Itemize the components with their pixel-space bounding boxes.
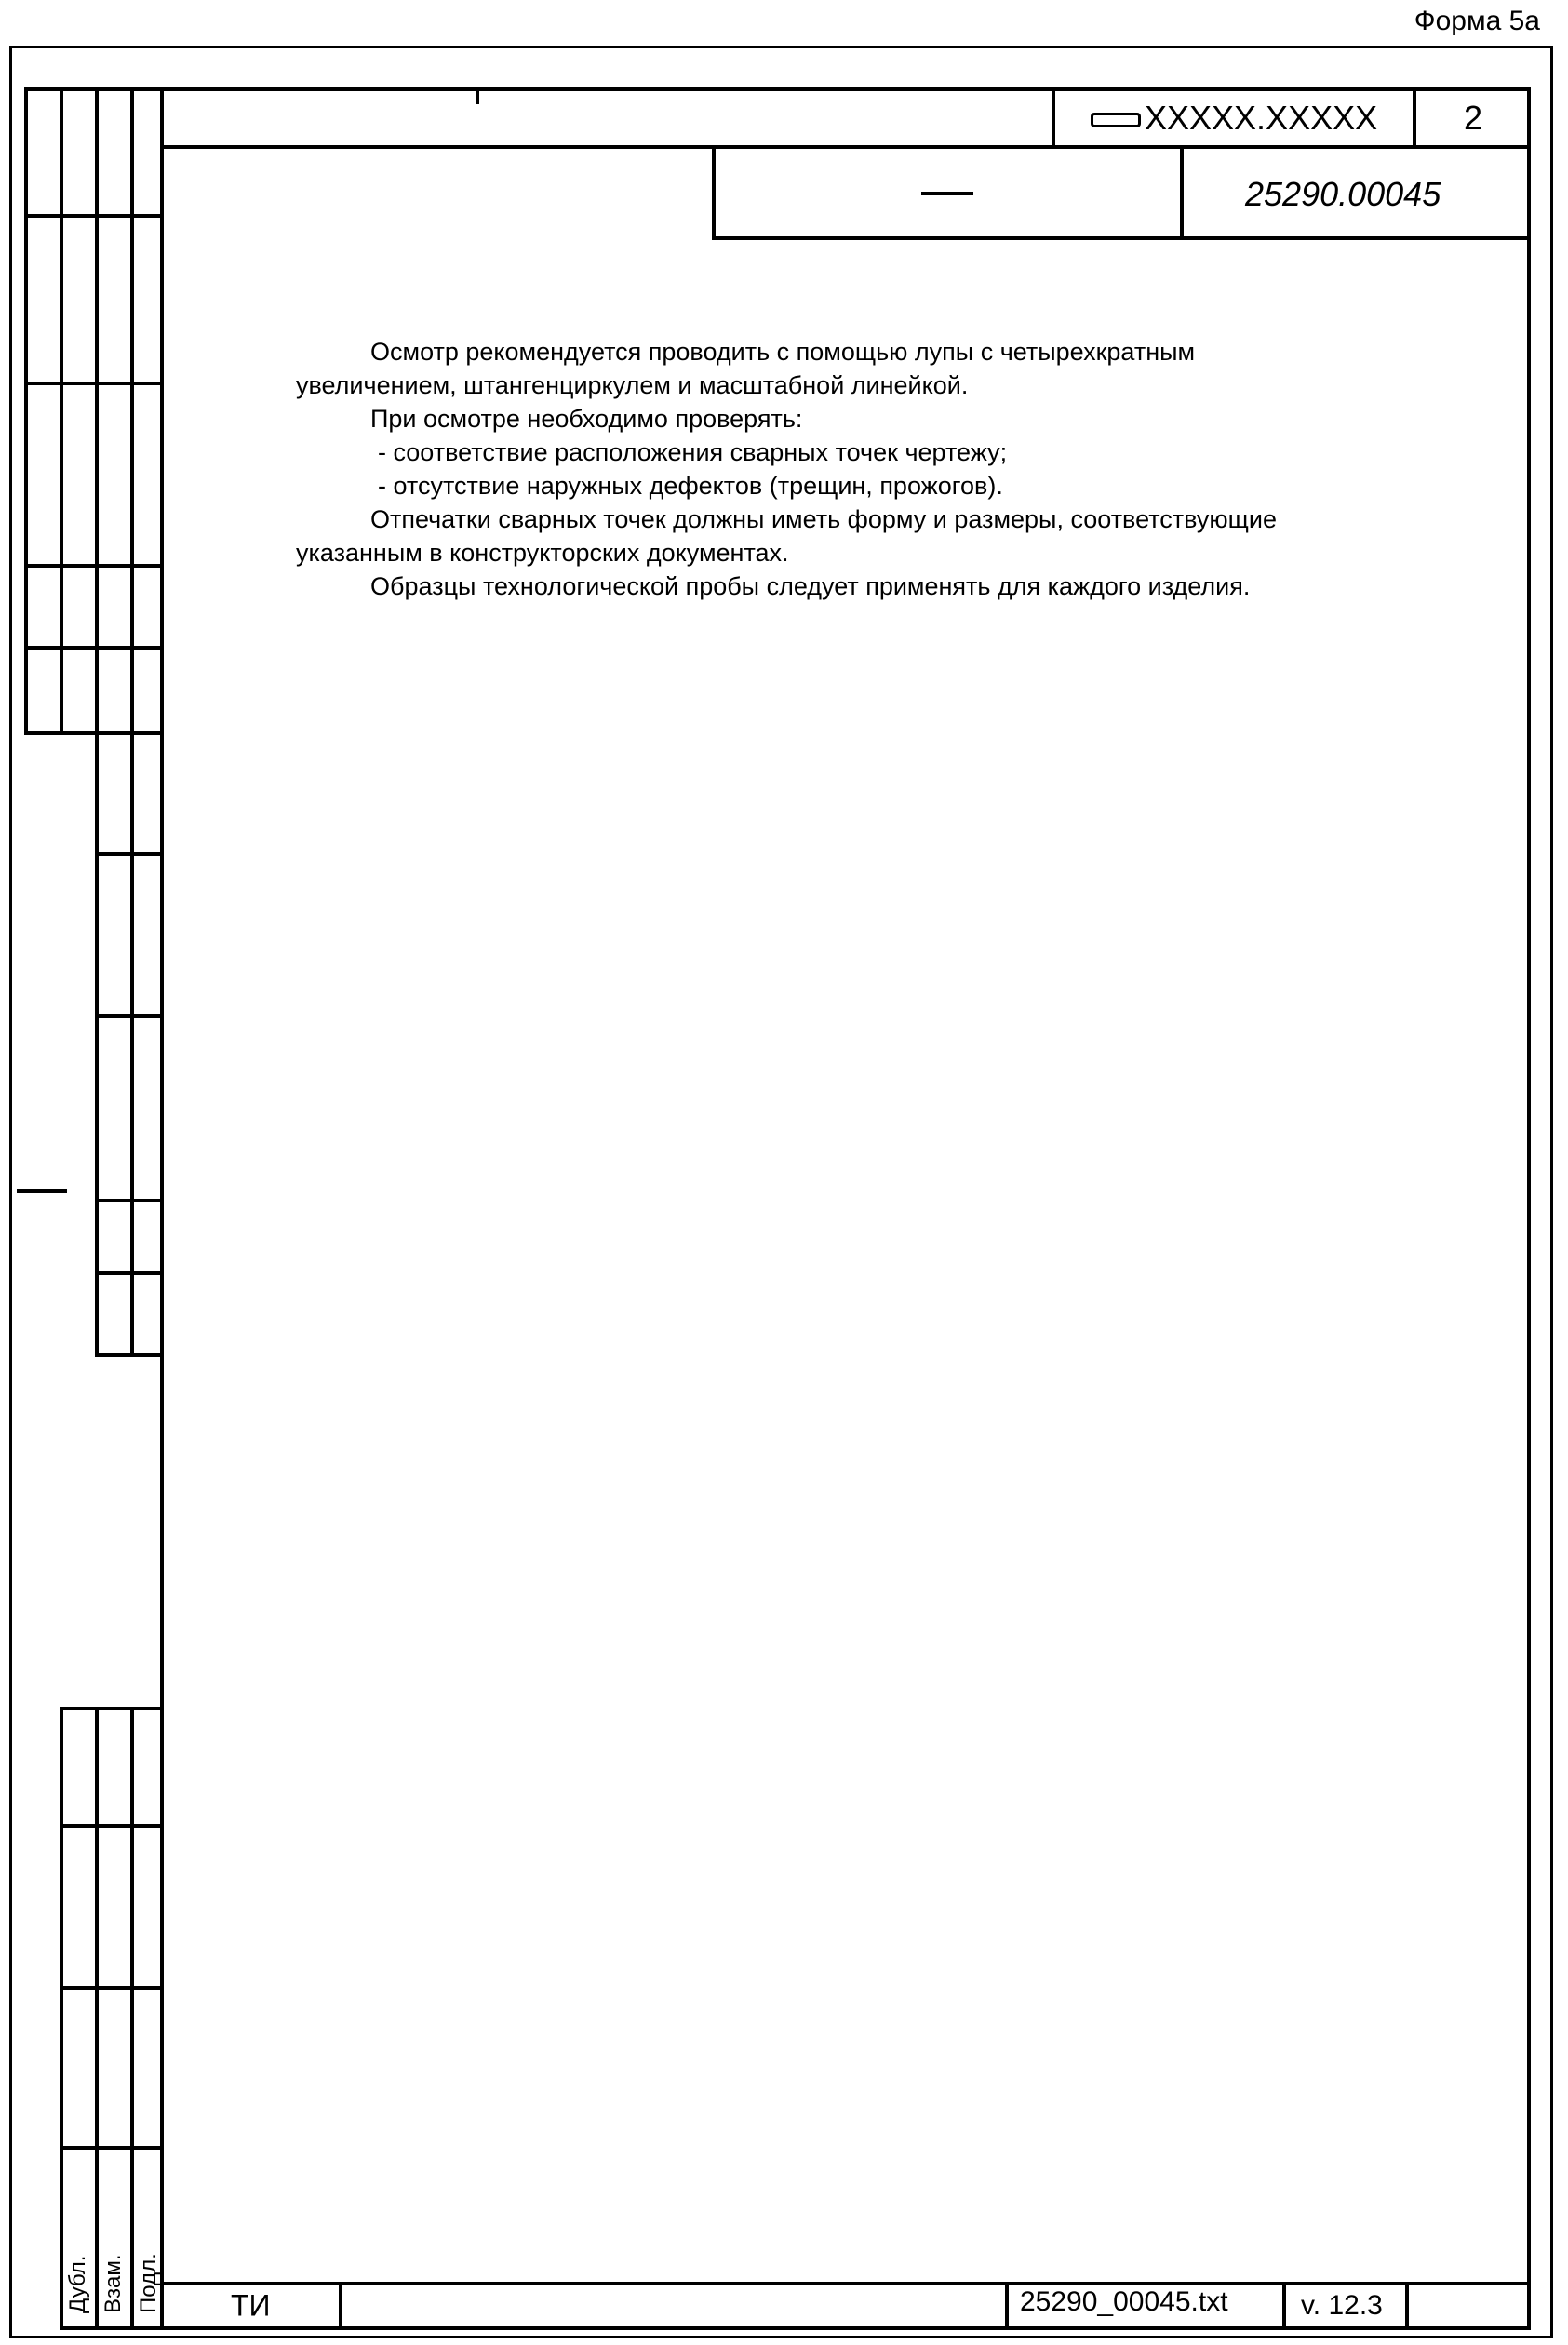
side-label-dubl: Дубл. — [65, 2255, 90, 2313]
body-line-8: Образцы технологической пробы следует применять для каждого изделия. — [370, 572, 1251, 600]
margin-low-row-1 — [60, 1707, 164, 1710]
header-divider-1 — [1052, 87, 1055, 145]
footer-doc-type: ТИ — [231, 2288, 271, 2323]
body-line-4: - соответствие расположения сварных точек чертежу; — [378, 438, 1008, 466]
margin-low-col-c — [130, 1707, 134, 2330]
margin-low-row-5 — [60, 2326, 164, 2330]
sheet-number: 2 — [1463, 99, 1483, 137]
footer-divider-4 — [1405, 2282, 1409, 2330]
body-line-2: увеличением, штангенциркулем и масштабной линейкой. — [296, 371, 969, 399]
footer-file-name: 25290_00045.txt — [1020, 2286, 1228, 2317]
margin-row-line-6 — [24, 731, 164, 735]
margin-row-line-5 — [24, 646, 164, 650]
side-label-vzam: Взам. — [101, 2254, 126, 2313]
margin-col-line-c — [95, 87, 99, 1357]
side-label-podl: Подл. — [136, 2253, 161, 2313]
body-line-6: Отпечатки сварных точек должны иметь форму и размеры, соответствующие — [370, 505, 1277, 533]
subheader-dash — [921, 192, 973, 195]
footer-bottom-line — [160, 2326, 1531, 2330]
footer-divider-1 — [339, 2282, 342, 2330]
form-label: Форма 5а — [1414, 6, 1540, 36]
margin-row-line-10 — [95, 1271, 164, 1275]
margin-row-line-3 — [24, 382, 164, 385]
tick-mark — [476, 87, 479, 104]
footer-divider-3 — [1282, 2282, 1286, 2330]
body-line-1: Осмотр рекомендуется проводить с помощью лупы с четырехкратным — [370, 338, 1196, 366]
footer-version: v. 12.3 — [1301, 2290, 1383, 2321]
margin-low-col-a — [60, 1707, 63, 2330]
margin-row-line-1 — [24, 87, 164, 91]
footer-divider-2 — [1005, 2282, 1009, 2330]
body-line-7: указанным в конструкторских документах. — [296, 539, 789, 567]
margin-row-line-4 — [24, 564, 164, 568]
margin-row-line-7 — [95, 852, 164, 856]
doc-code: XXXXX.XXXXX — [1145, 99, 1378, 137]
margin-row-line-9 — [95, 1199, 164, 1202]
margin-dash — [17, 1189, 67, 1193]
subheader-bottom-line — [712, 236, 1531, 240]
subheader-divider — [1180, 145, 1184, 240]
margin-row-line-11 — [95, 1353, 164, 1357]
margin-row-line-2 — [24, 214, 164, 218]
body-line-5: - отсутствие наружных дефектов (трещин, прожогов). — [378, 472, 1003, 500]
document-rectangle-icon — [1091, 113, 1141, 127]
header-row1-bottom-line — [160, 145, 1531, 149]
sub-code: 25290.00045 — [1245, 175, 1441, 213]
body-text — [296, 335, 1450, 603]
footer-top-line — [160, 2282, 1531, 2285]
margin-low-row-2 — [60, 1824, 164, 1828]
header-top-line — [160, 87, 1531, 91]
margin-col-line-d — [130, 87, 134, 1357]
margin-col-line-b — [60, 87, 63, 735]
margin-col-line-a — [24, 87, 28, 735]
header-divider-2 — [1413, 87, 1416, 145]
subheader-left-line — [712, 145, 716, 240]
margin-low-row-3 — [60, 1986, 164, 1990]
body-line-3: При осмотре необходимо проверять: — [370, 405, 803, 433]
margin-low-col-b — [95, 1707, 99, 2330]
margin-low-row-4 — [60, 2146, 164, 2150]
margin-row-line-8 — [95, 1014, 164, 1018]
doc-code-cell — [1091, 99, 1377, 138]
